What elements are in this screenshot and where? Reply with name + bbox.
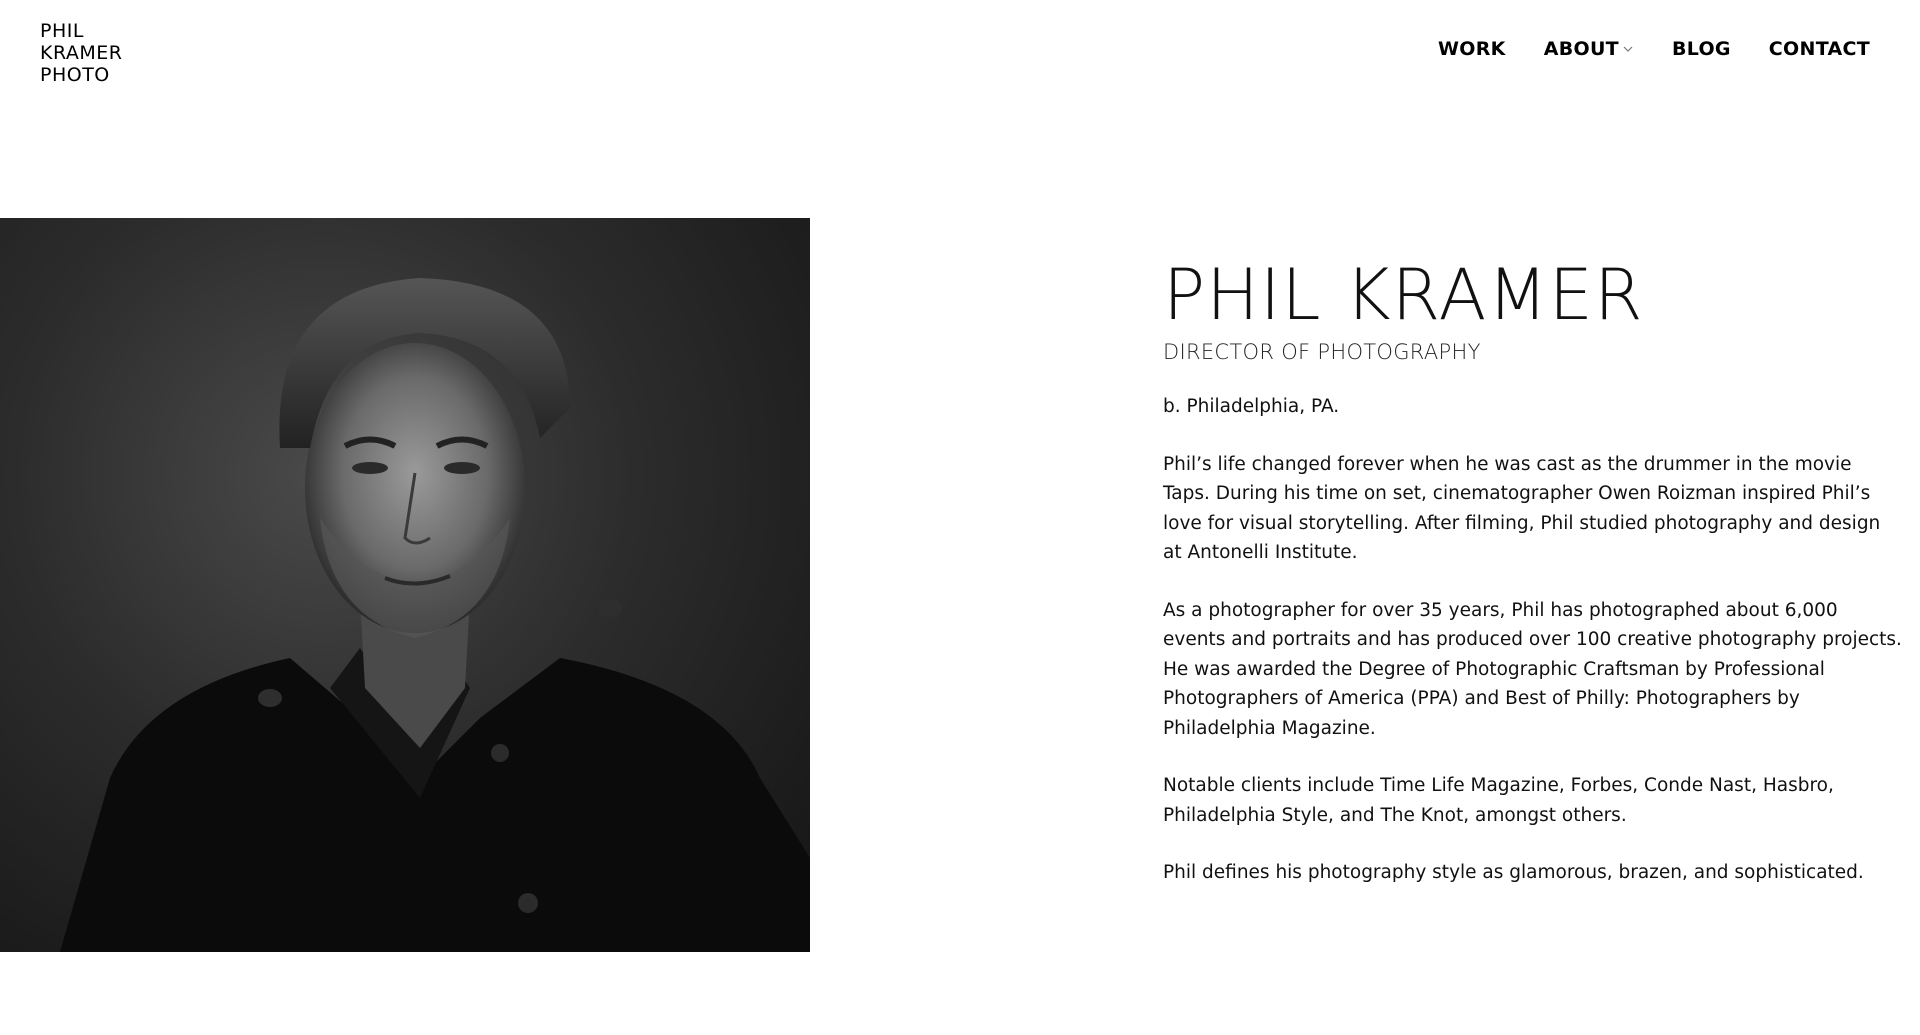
bio-paragraph: b. Philadelphia, PA. xyxy=(1163,396,1340,417)
bio-paragraph: As a photographer for over 35 years, Phil has photographed about 6,000 events and portraits and has produced over 100 creative photography projects. He was awarded the Degree of Photographic Craftsman by Professional Photographers of America (PPA) and Best of Philly: Photographers by Philadelphia Magazine. xyxy=(1163,599,1902,739)
person-title: DIRECTOR OF PHOTOGRAPHY xyxy=(1163,340,1481,364)
nav-work[interactable]: WORK xyxy=(1438,38,1506,60)
portrait-illustration xyxy=(0,218,810,952)
person-name: PHIL KRAMER xyxy=(1163,254,1644,336)
bio-text xyxy=(1163,392,1903,888)
logo-line-1: PHIL xyxy=(40,20,84,42)
site-logo[interactable] xyxy=(40,20,123,86)
bio-paragraph: Phil’s life changed forever when he was cast as the drummer in the movie Taps. During his time on set, cinematographer Owen Roizman inspired Phil’s love for visual storytelling. After filming, Phil studied photography and design at Antonelli Institute. xyxy=(1163,453,1881,563)
logo-line-2: KRAMER xyxy=(40,42,123,64)
main-nav xyxy=(1438,38,1870,60)
bio-section xyxy=(1163,254,1903,916)
nav-about[interactable] xyxy=(1544,38,1634,60)
nav-about-label: ABOUT xyxy=(1543,38,1619,60)
logo-line-3: PHOTO xyxy=(40,64,110,86)
bio-paragraph: Phil defines his photography style as glamorous, brazen, and sophisticated. xyxy=(1163,862,1864,883)
bio-paragraph: Notable clients include Time Life Magazine, Forbes, Conde Nast, Hasbro, Philadelphia Style, and The Knot, amongst others. xyxy=(1163,775,1834,826)
nav-contact[interactable]: CONTACT xyxy=(1768,38,1870,60)
nav-blog[interactable]: BLOG xyxy=(1671,38,1731,60)
chevron-down-icon xyxy=(1622,44,1634,54)
portrait-photo xyxy=(0,218,810,952)
